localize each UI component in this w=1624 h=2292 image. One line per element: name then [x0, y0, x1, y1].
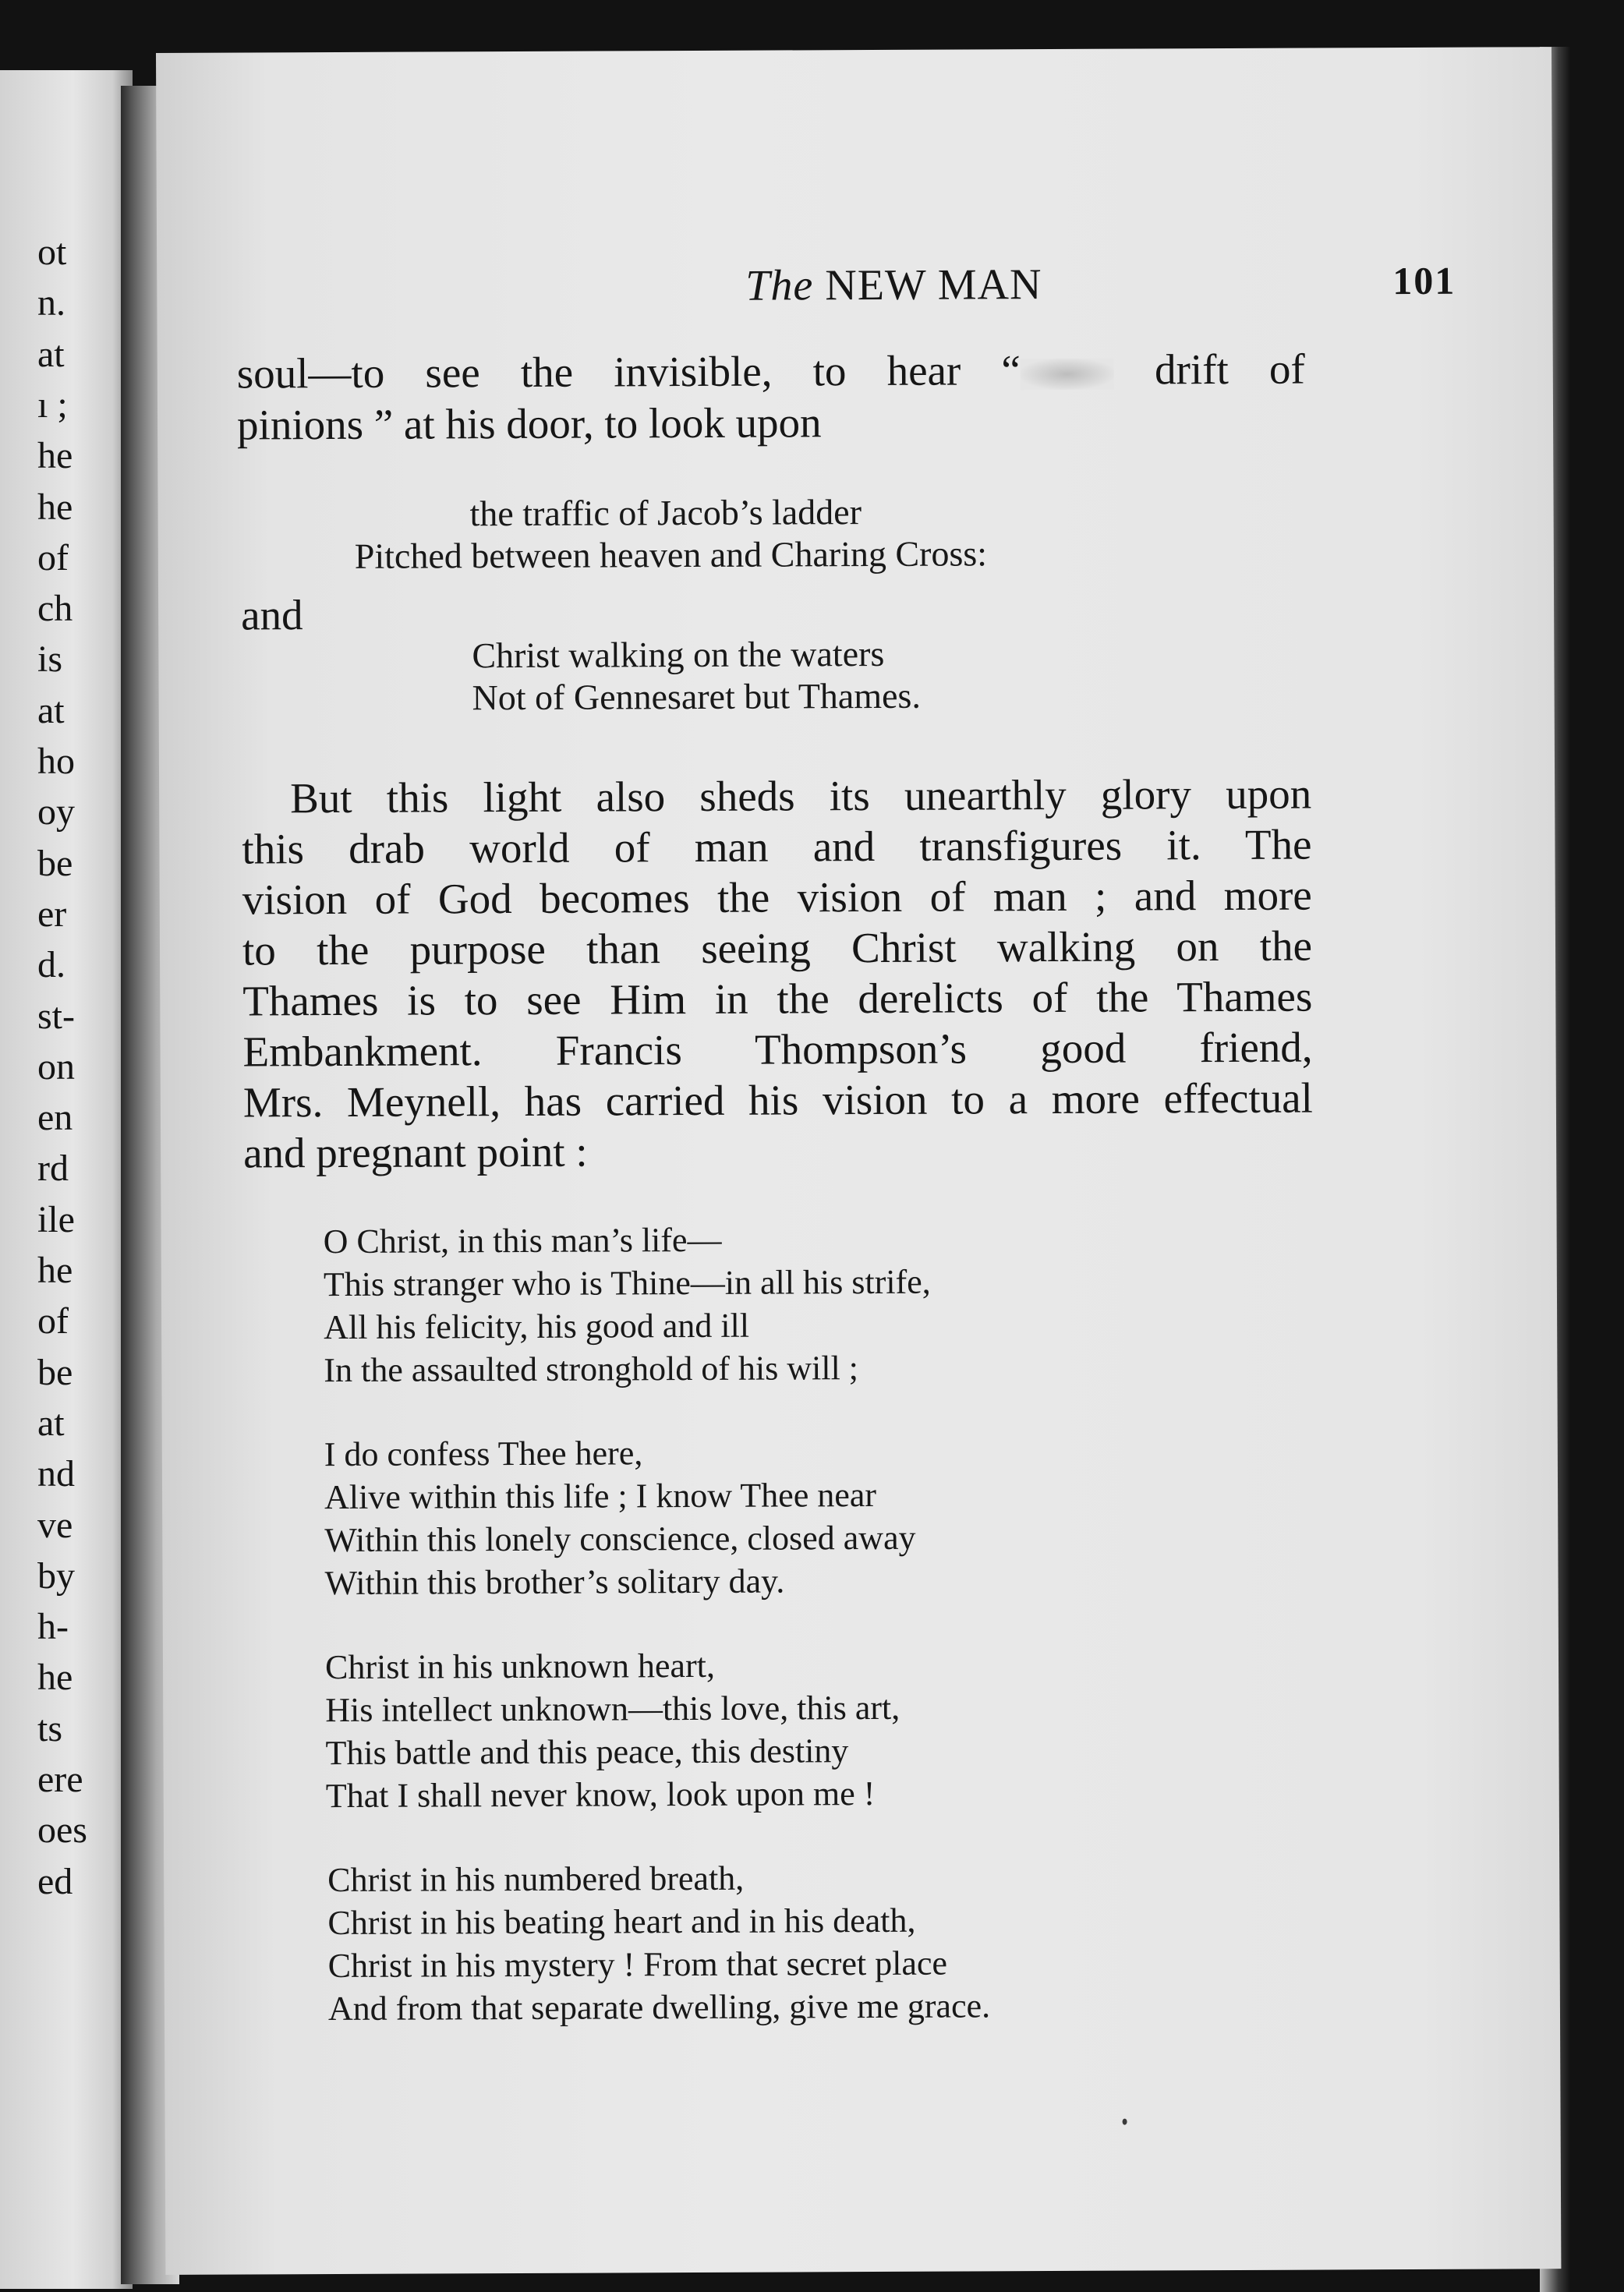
paragraph-line-8: and pregnant point : [243, 1127, 588, 1177]
poem-s4-l4: And from that separate dwelling, give me grace. [327, 1986, 991, 2028]
quote1-line-2: Pitched between heaven and Charing Cross: [354, 533, 988, 576]
poem-s3-l4: That I shall never know, look upon me ! [325, 1774, 876, 1816]
left-page-fragment: he [37, 486, 73, 528]
poem-s4-l2: Christ in his beating heart and in his death, [327, 1901, 916, 1943]
left-page-fragment: oes [37, 1809, 87, 1852]
left-page-fragment: st- [37, 995, 75, 1037]
left-page-fragment: d. [37, 944, 65, 986]
left-page-fragment: is [37, 638, 63, 681]
left-page-fragment: ch [37, 588, 73, 630]
poem-s1-l4: In the assaulted stronghold of his will ; [324, 1349, 859, 1390]
ink-smudge [1021, 359, 1114, 391]
paragraph-line-5: Thames is to see Him in the derelicts of the Thames [242, 972, 1313, 1025]
left-page-fragment: be [37, 842, 73, 884]
left-page-fragment: he [37, 435, 73, 477]
left-page-fragment: rd [37, 1148, 69, 1190]
opening-line-2: pinions ” at his door, to look upon [236, 398, 822, 449]
left-page-fragment: by [37, 1555, 75, 1597]
poem-s1-l3: All his felicity, his good and ill [324, 1306, 750, 1347]
left-page-fragment: ot [37, 232, 67, 273]
left-page-fragment: h- [37, 1606, 69, 1648]
left-page-fragment: he [37, 1657, 73, 1699]
poem-s3-l3: This battle and this peace, this destiny [325, 1731, 849, 1773]
left-page-fragment: ts [37, 1707, 63, 1749]
quote1-line-1: the traffic of Jacob’s ladder [469, 492, 862, 534]
poem-s3-l2: His intellect unknown—this love, this art, [325, 1688, 900, 1730]
poem-s4-l3: Christ in his mystery ! From that secret place [327, 1944, 948, 1986]
header-title-text: NEW MAN [825, 260, 1042, 310]
poem-s4-l1: Christ in his numbered breath, [327, 1859, 745, 1900]
left-page-fragment: at [37, 1402, 65, 1444]
opening-line-1-text-a: soul—to see the invisible, to hear “ [236, 346, 1021, 398]
left-page-fragment: n. [37, 282, 65, 324]
quote2-line-2: Not of Gennesaret but Thames. [472, 675, 921, 718]
paragraph-line-6: Embankment. Francis Thompson’s good friend, [242, 1023, 1313, 1076]
left-page-fragment: he [37, 1250, 73, 1291]
left-page-fragment: on [37, 1045, 75, 1088]
left-page-fragment: of [37, 1300, 69, 1342]
left-page-fragment: be [37, 1351, 73, 1393]
paragraph-line-3: vision of God becomes the vision of man ; and more [242, 871, 1312, 924]
paragraph-line-4: to the purpose than seeing Christ walking on the [242, 921, 1313, 974]
left-page-fragment: ho [37, 741, 75, 782]
poem-s2-l1: I do confess Thee here, [324, 1434, 643, 1474]
left-page-fragment: of [37, 536, 69, 578]
opening-line-1 [237, 345, 1305, 398]
quote2-line-1: Christ walking on the waters [472, 633, 885, 676]
left-page-fragment: ve [37, 1504, 73, 1546]
book-page [156, 47, 1561, 2275]
left-page-fragment: er [37, 893, 67, 935]
poem-s3-l1: Christ in his unknown heart, [324, 1646, 715, 1687]
running-header-title [745, 260, 1042, 311]
left-page-fragment: oy [37, 791, 75, 833]
poem-s2-l3: Within this lonely conscience, closed away [324, 1518, 916, 1560]
connector-and: and [241, 591, 303, 639]
opening-line-1-text-b: drift of [1113, 345, 1305, 394]
left-page-fragment: ere [37, 1759, 83, 1800]
left-page-fragment: nd [37, 1453, 75, 1495]
page-number: 101 [1392, 258, 1456, 303]
left-page-fragment: ı ; [37, 384, 68, 426]
left-facing-page [0, 70, 133, 2289]
left-page-fragment: at [37, 689, 65, 731]
poem-s1-l2: This stranger who is Thine—in all his strife, [323, 1262, 931, 1304]
left-page-fragment: en [37, 1097, 73, 1139]
left-page-fragment: at [37, 333, 65, 375]
header-title-italic: The [745, 261, 814, 310]
poem-s2-l4: Within this brother’s solitary day. [324, 1562, 785, 1603]
paragraph-line-7: Mrs. Meynell, has carried his vision to a more effectual [242, 1073, 1313, 1127]
left-page-fragment: ile [37, 1198, 75, 1240]
poem-s2-l2: Alive within this life ; I know Thee near [324, 1475, 877, 1517]
left-page-fragment: ed [37, 1860, 73, 1902]
paragraph-line-2: this drab world of man and transfigures it. The [242, 820, 1312, 873]
poem-s1-l1: O Christ, in this man’s life— [323, 1220, 722, 1261]
paragraph-line-1: But this light also sheds its unearthly glory upon [290, 769, 1312, 822]
paper-speck [1123, 2119, 1127, 2125]
